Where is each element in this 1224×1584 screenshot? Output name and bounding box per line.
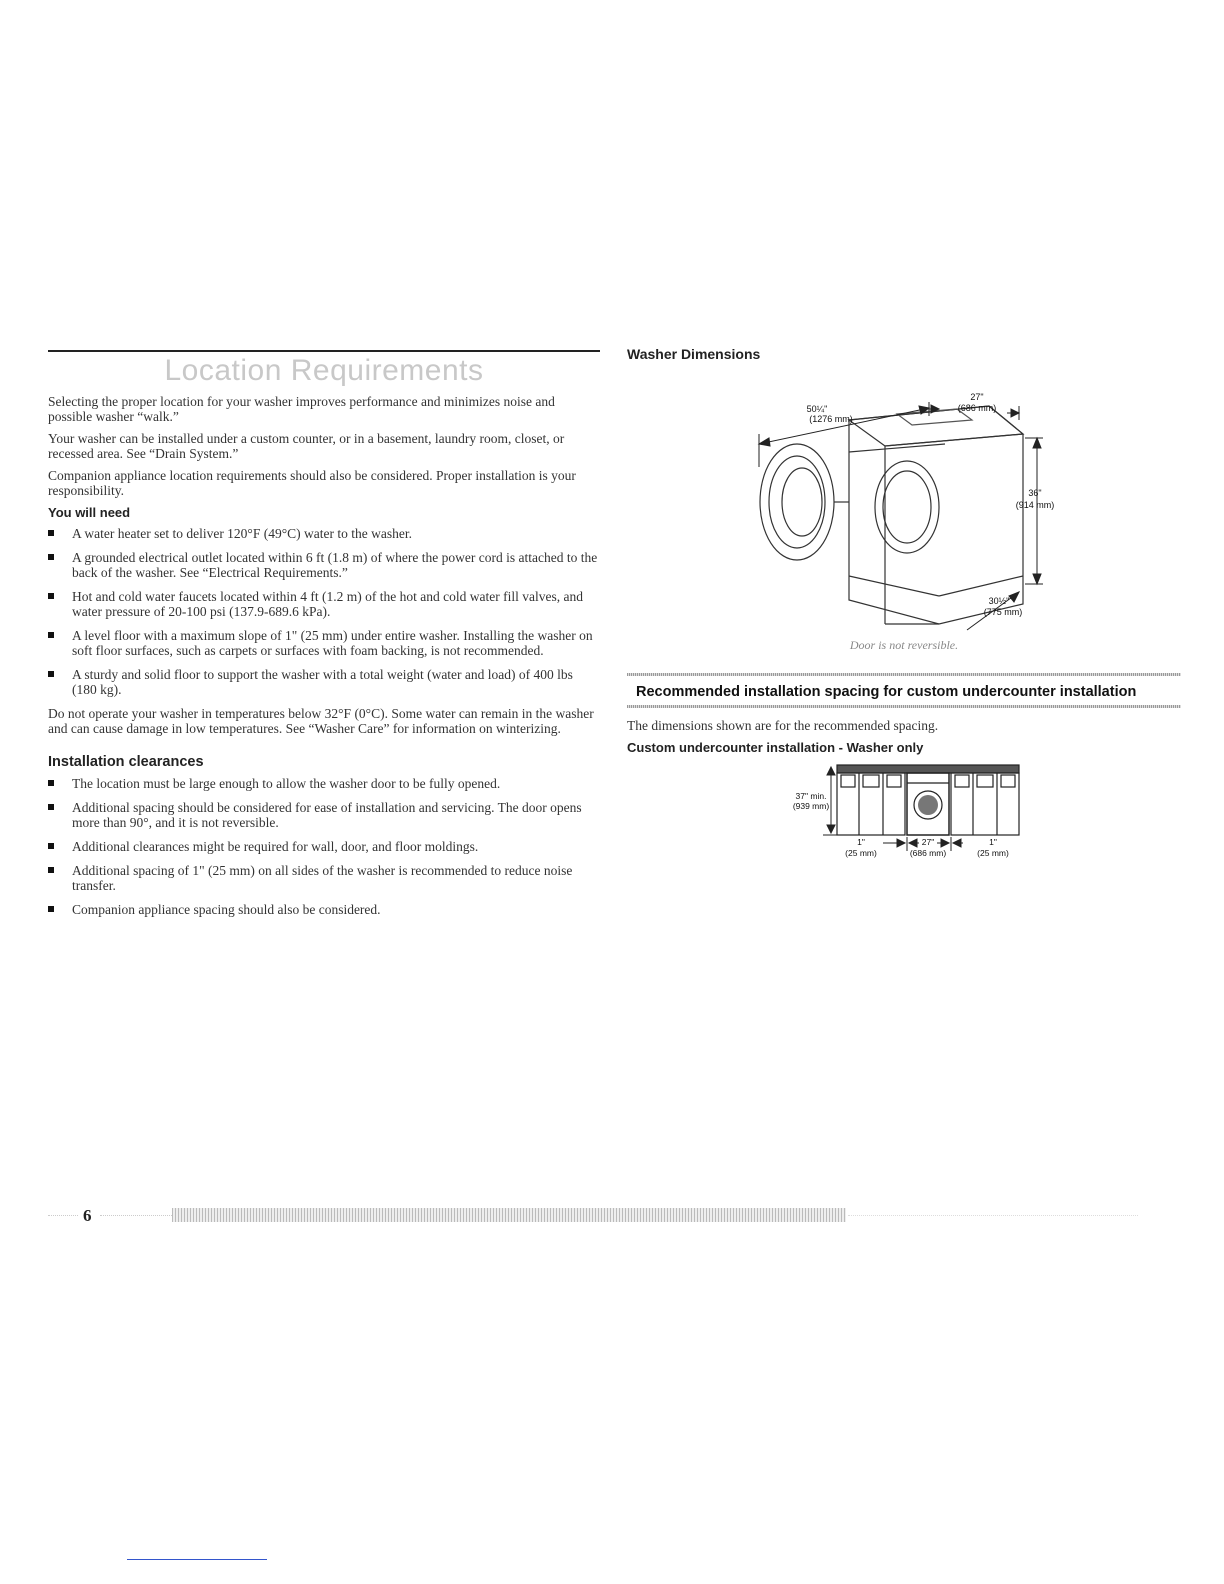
intro-paragraph: Companion appliance location requirements should also be considered. Proper installation is your responsibility. bbox=[48, 468, 576, 498]
washer-width-inches: 27" bbox=[921, 837, 935, 847]
undercounter-illustration bbox=[627, 761, 1181, 871]
width-mm-label: (686 mm) bbox=[957, 403, 997, 413]
dimensions-heading: Washer Dimensions bbox=[627, 346, 761, 362]
page-footer bbox=[48, 1203, 1138, 1225]
section-band-bottom bbox=[627, 705, 1181, 708]
footer-dots bbox=[848, 1215, 1138, 1216]
cabinet-right bbox=[951, 773, 1019, 835]
list-item: A sturdy and solid floor to support the washer with a total weight (water and load) of 400 lbs (180 kg). bbox=[48, 667, 600, 697]
right-spacing-inches: 1" bbox=[989, 837, 997, 847]
spacing-section-title: Recommended installation spacing for custom undercounter installation bbox=[636, 684, 1137, 700]
footer-band bbox=[172, 1208, 846, 1222]
left-spacing-mm: (25 mm) bbox=[845, 848, 877, 858]
list-item: Hot and cold water faucets located within 4 ft (1.2 m) of the hot and cold water fill valves, and water pressure of 20-100 psi (137.9-689.6 kPa). bbox=[48, 589, 600, 619]
footnote-rule bbox=[127, 1559, 267, 1560]
custom-install-heading: Custom undercounter installation - Washer only bbox=[627, 740, 924, 755]
clearances-list bbox=[48, 776, 600, 917]
list-item: Additional spacing should be considered for ease of installation and servicing. The door opens more than 90°, and it is not reversible. bbox=[48, 800, 600, 830]
intro-paragraph: Selecting the proper location for your washer improves performance and minimizes noise and possible washer “walk.” bbox=[48, 394, 555, 424]
depth-inches-label: 50¼" bbox=[806, 404, 828, 414]
left-spacing-inches: 1" bbox=[857, 837, 865, 847]
need-heading: You will need bbox=[48, 505, 131, 520]
countertop bbox=[837, 765, 1019, 773]
height-mm-label: (939 mm) bbox=[792, 801, 830, 811]
washer-dimensions-illustration bbox=[627, 362, 1181, 634]
footer-dots bbox=[48, 1215, 78, 1216]
width-inches-label: 27" bbox=[970, 392, 984, 402]
list-item: A water heater set to deliver 120°F (49°C) water to the washer. bbox=[48, 526, 600, 541]
list-item: Additional spacing of 1" (25 mm) on all sides of the washer is recommended to reduce noise transfer. bbox=[48, 863, 600, 893]
depth-mm-label: (1276 mm) bbox=[809, 414, 853, 424]
page-number: 6 bbox=[83, 1206, 92, 1225]
washer-dimensions-figure bbox=[627, 362, 1181, 634]
list-item: Additional clearances might be required for wall, door, and floor moldings. bbox=[48, 839, 600, 854]
body-depth-inches-label: 30½" bbox=[988, 596, 1010, 606]
temperature-note: Do not operate your washer in temperatures below 32°F (0°C). Some water can remain in the washer and can cause damage in low temperatures. See “Washer Care” for information on winterizing. bbox=[48, 706, 594, 736]
height-mm-label: (914 mm) bbox=[1015, 500, 1055, 510]
cabinet-left bbox=[837, 773, 905, 835]
washer-door-glass bbox=[918, 795, 938, 815]
height-inches-label: 36" bbox=[1028, 488, 1042, 498]
open-door bbox=[760, 444, 834, 560]
list-item: Companion appliance spacing should also be considered. bbox=[48, 902, 600, 917]
washer-top-panel bbox=[849, 406, 1023, 446]
dimensions-note: The dimensions shown are for the recommended spacing. bbox=[627, 718, 939, 733]
right-column bbox=[627, 346, 1181, 871]
need-list bbox=[48, 526, 600, 697]
height-inches-label: 37" min. bbox=[795, 791, 827, 801]
body-depth-mm-label: (775 mm) bbox=[983, 607, 1023, 617]
clearances-heading: Installation clearances bbox=[48, 754, 204, 770]
right-spacing-mm: (25 mm) bbox=[977, 848, 1009, 858]
left-column bbox=[48, 350, 600, 926]
footer-dots bbox=[100, 1215, 172, 1216]
list-item: A grounded electrical outlet located within 6 ft (1.8 m) of where the power cord is attached to the back of the washer. See “Electrical Requirements.” bbox=[48, 550, 600, 580]
undercounter-figure bbox=[627, 761, 1181, 871]
intro-paragraph: Your washer can be installed under a custom counter, or in a basement, laundry room, closet, or recessed area. See “Drain System.” bbox=[48, 431, 565, 461]
washer-width-mm: (686 mm) bbox=[909, 848, 947, 858]
title-rule bbox=[48, 350, 600, 352]
figure-caption: Door is not reversible. bbox=[849, 638, 959, 652]
page-title: Location Requirements bbox=[164, 354, 484, 387]
list-item: A level floor with a maximum slope of 1" (25 mm) under entire washer. Installing the washer on soft floor surfaces, such as carpets or surfaces with foam backing, is not recommended. bbox=[48, 628, 600, 658]
list-item: The location must be large enough to allow the washer door to be fully opened. bbox=[48, 776, 600, 791]
